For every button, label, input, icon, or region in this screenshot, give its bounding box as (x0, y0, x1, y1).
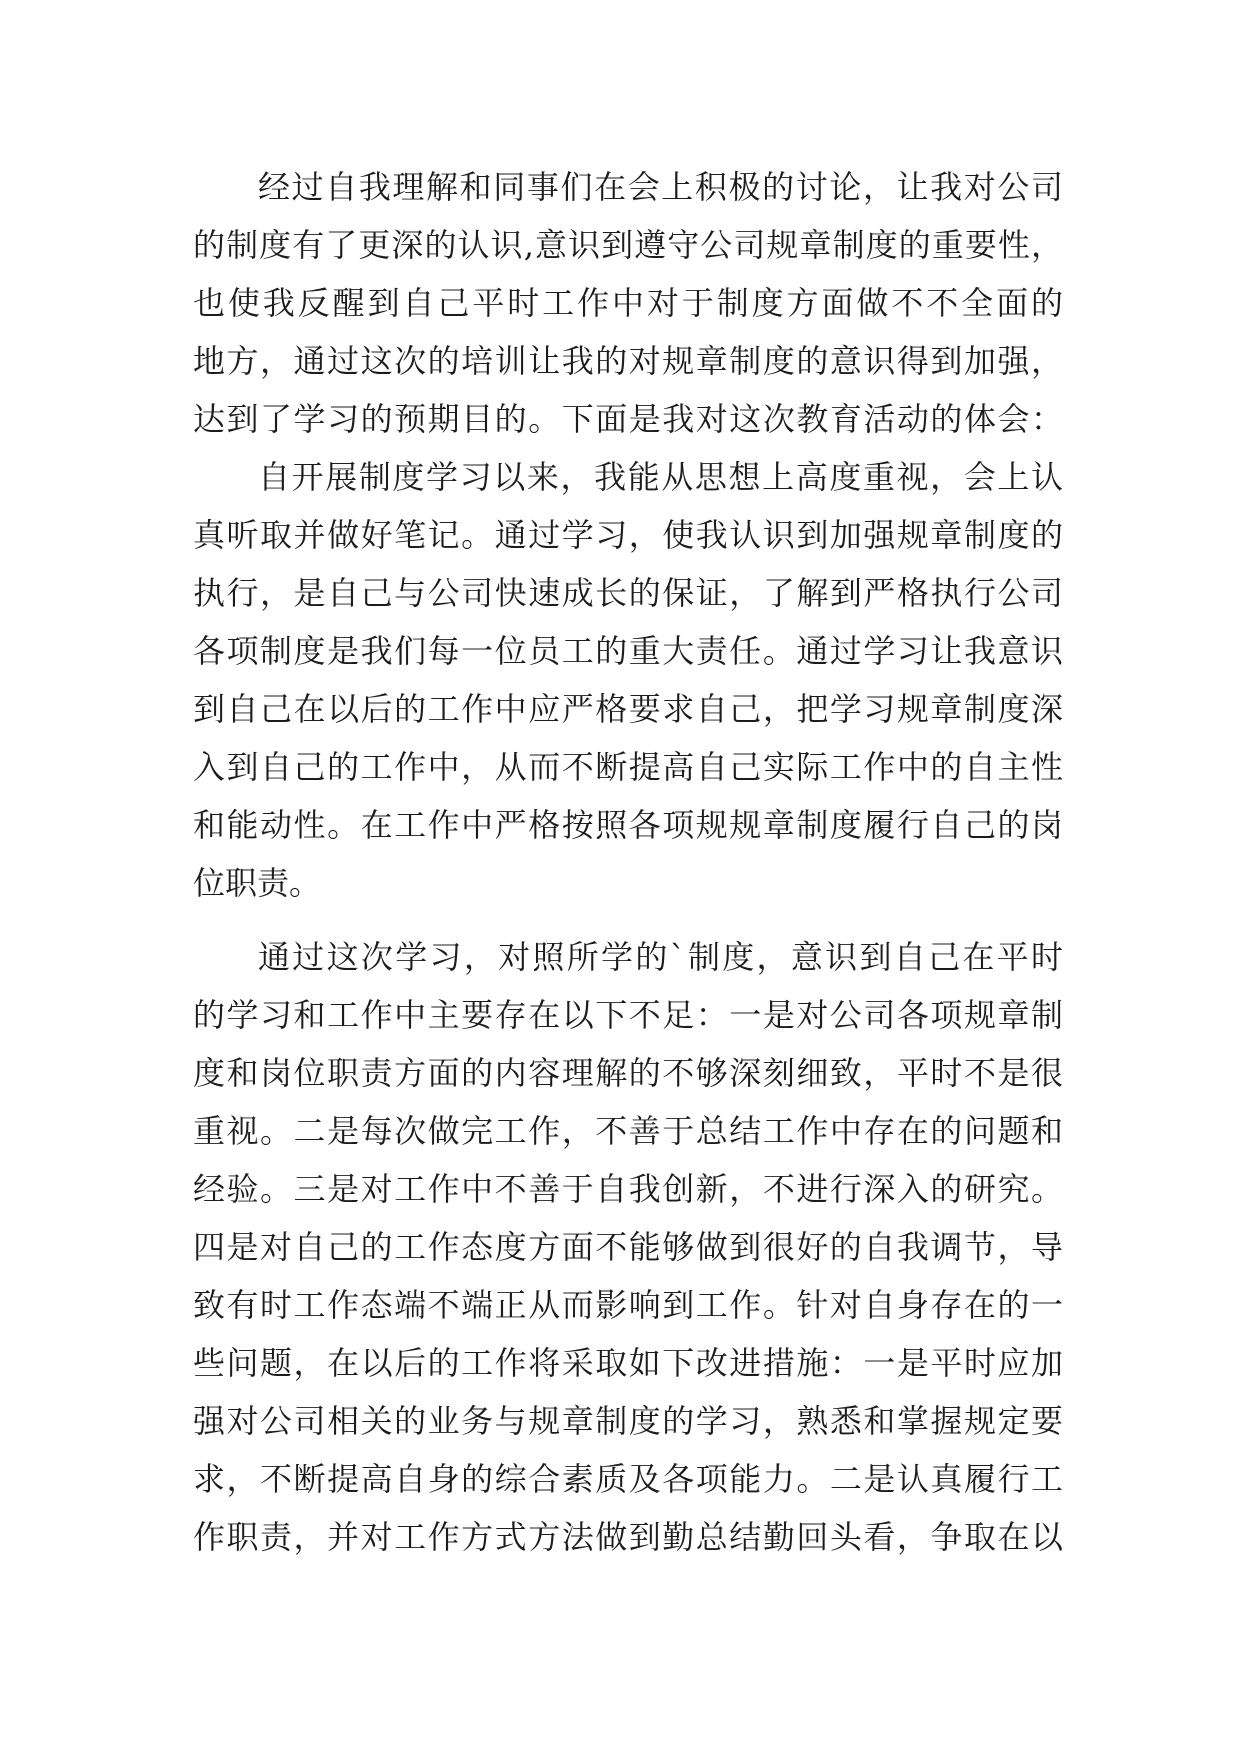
text-line: 真听取并做好笔记。通过学习，使我认识到加强规章制度的 (193, 516, 1063, 554)
text-line: 求，不断提高自身的综合素质及各项能力。二是认真履行工 (193, 1460, 1063, 1498)
text-line: 和能动性。在工作中严格按照各项规规章制度履行自己的岗 (193, 806, 1063, 844)
text-line: 各项制度是我们每一位员工的重大责任。通过学习让我意识 (193, 632, 1063, 670)
text-line: 度和岗位职责方面的内容理解的不够深刻细致，平时不是很 (193, 1054, 1063, 1092)
text-line: 经验。三是对工作中不善于自我创新，不进行深入的研究。 (193, 1170, 1063, 1208)
text-line: 致有时工作态端不端正从而影响到工作。针对自身存在的一 (193, 1286, 1063, 1324)
text-line: 经过自我理解和同事们在会上积极的讨论，让我对公司 (258, 168, 1063, 206)
text-line: 的学习和工作中主要存在以下不足：一是对公司各项规章制 (193, 996, 1063, 1034)
text-line: 到自己在以后的工作中应严格要求自己，把学习规章制度深 (193, 690, 1063, 728)
paragraph-spacer (193, 912, 1063, 928)
text-line: 达到了学习的预期目的。下面是我对这次教育活动的体会： (193, 400, 1063, 438)
text-line: 四是对自己的工作态度方面不能够做到很好的自我调节，导 (193, 1228, 1063, 1266)
paragraph-3 (193, 928, 1063, 1566)
text-line: 入到自己的工作中，从而不断提高自己实际工作中的自主性 (193, 748, 1063, 786)
text-line: 位职责。 (193, 864, 322, 902)
text-line: 自开展制度学习以来，我能从思想上高度重视，会上认 (258, 458, 1063, 496)
paragraph-1 (193, 158, 1063, 448)
text-line: 强对公司相关的业务与规章制度的学习，熟悉和掌握规定要 (193, 1402, 1063, 1440)
text-line: 地方，通过这次的培训让我的对规章制度的意识得到加强， (193, 342, 1063, 380)
document-body (193, 158, 1063, 1566)
paragraph-2 (193, 448, 1063, 912)
text-line: 作职责，并对工作方式方法做到勤总结勤回头看，争取在以 (193, 1518, 1063, 1556)
text-line: 通过这次学习，对照所学的`制度，意识到自己在平时 (258, 938, 1063, 976)
text-line: 些问题，在以后的工作将采取如下改进措施：一是平时应加 (193, 1344, 1063, 1382)
text-line: 执行，是自己与公司快速成长的保证，了解到严格执行公司 (193, 574, 1063, 612)
text-line: 也使我反醒到自己平时工作中对于制度方面做不不全面的 (193, 284, 1063, 322)
text-line: 重视。二是每次做完工作，不善于总结工作中存在的问题和 (193, 1112, 1063, 1150)
text-line: 的制度有了更深的认识,意识到遵守公司规章制度的重要性， (193, 226, 1063, 264)
